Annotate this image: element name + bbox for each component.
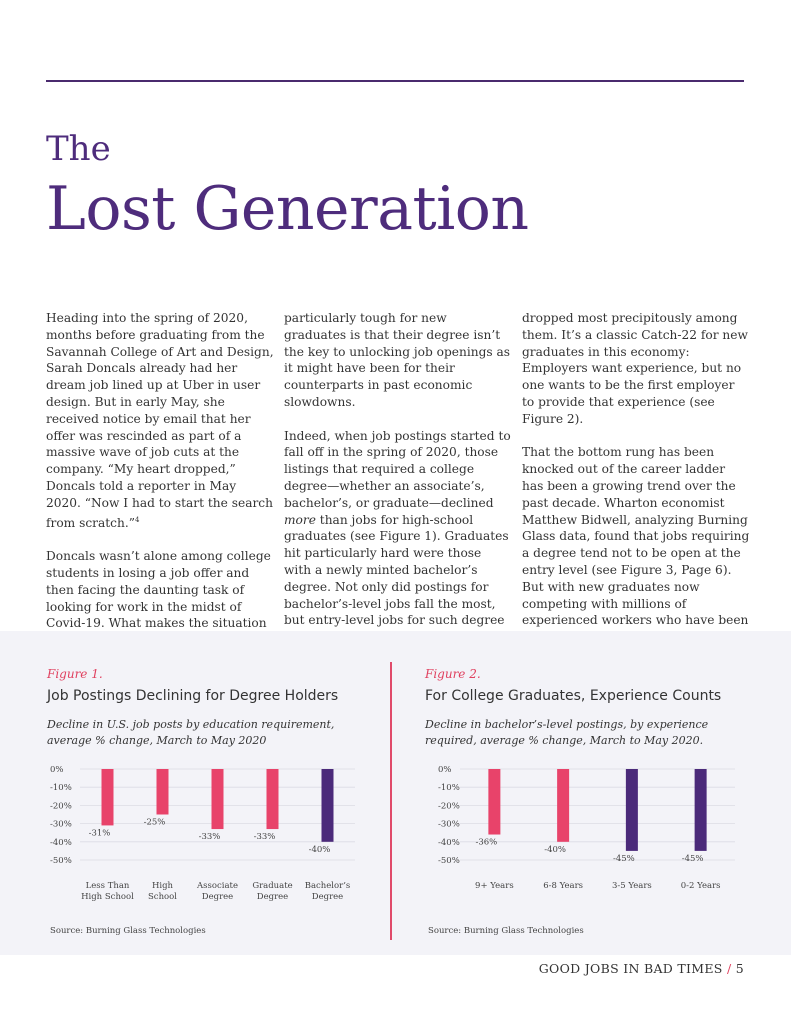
- bar: [267, 769, 279, 829]
- paragraph: Indeed, when job postings started to fall off in the spring of 2020, those listings that required a college degree—whether an associate’s, bachelor’s, or graduate—declined more than jobs for high-school graduates (see Figure 1). Graduates hit particularly hard were those with a newly minted bachelor’s degree. Not only did postings for bachelor’s-level jobs fall the most, but entry-level jobs for such degree: [284, 428, 511, 628]
- bar: [157, 769, 169, 815]
- y-tick-label: -50%: [438, 856, 460, 866]
- x-tick-label: High: [151, 881, 174, 891]
- y-tick-label: 0%: [438, 765, 452, 775]
- y-tick-label: -20%: [50, 801, 72, 812]
- y-tick-label: -40%: [438, 837, 460, 848]
- data-label: -31%: [88, 828, 111, 839]
- data-label: -25%: [143, 817, 166, 828]
- x-tick-label: Associate: [197, 881, 238, 891]
- figure-2-label: Figure 2.: [425, 667, 481, 681]
- x-tick-label: Degree: [201, 892, 234, 902]
- bar: [488, 769, 500, 835]
- bar: [212, 769, 224, 829]
- paragraph: That the bottom rung has been knocked out of the career ladder has been a growing trend over the past decade. Wharton economist Matthew Bidwell, analyzing Burning Glass data, found that jobs requiring a degree tend not to be open at the entry level (see Figure 3, Page 6). But with new graduates now competing with millions of experienced workers who have been: [522, 445, 750, 628]
- bar: [322, 769, 334, 842]
- figure-1-chart: [40, 756, 360, 906]
- y-tick-label: -40%: [50, 837, 72, 848]
- x-tick-label: Degree: [256, 892, 289, 902]
- x-tick-label: High School: [81, 892, 134, 902]
- data-label: -33%: [253, 832, 276, 843]
- data-label: -45%: [681, 853, 704, 864]
- y-tick-label: -50%: [50, 856, 72, 866]
- x-tick-label: 6-8 Years: [543, 881, 584, 891]
- bar: [695, 769, 707, 851]
- figure-1-source: Source: Burning Glass Technologies: [50, 926, 206, 936]
- y-tick-label: 0%: [50, 765, 64, 775]
- header-rule: [46, 80, 744, 82]
- data-label: -40%: [308, 844, 331, 855]
- figure-2-chart: [420, 756, 740, 906]
- figure-1-subtitle: Decline in U.S. job posts by education requirement, average % change, March to May 2020: [47, 718, 335, 747]
- y-tick-label: -10%: [438, 783, 460, 794]
- paragraph: dropped most precipitously among them. It’s a classic Catch-22 for new graduates in this economy: Employers want experience, but no one wants to be the first employer to provide that experience (see Figure 2).: [522, 311, 748, 426]
- x-tick-label: Graduate: [252, 881, 293, 891]
- y-tick-label: -30%: [438, 819, 460, 830]
- article-column-1: [46, 310, 274, 632]
- data-label: -45%: [612, 853, 635, 864]
- paragraph: Doncals wasn’t alone among college students in losing a job offer and then facing the daunting task of looking for work in the midst of Covid-19. What makes the situation: [46, 549, 271, 631]
- footer-slash: /: [726, 961, 732, 976]
- article-column-3: [522, 310, 750, 646]
- figure-2-title: For College Graduates, Experience Counts: [425, 688, 722, 704]
- page-number: 5: [735, 961, 744, 976]
- paragraph: Heading into the spring of 2020, months before graduating from the Savannah College of Art and Design, Sarah Doncals already had her dream job lined up at Uber in user design. But in early May, she received notice by email that her offer was rescinded as part of a massive wave of job cuts at the company. “My heart dropped,” Doncals told a reporter in May 2020. “Now I had to start the search from scratch.”$^4$: [46, 311, 274, 530]
- page-footer: [539, 961, 744, 976]
- data-label: -36%: [475, 837, 498, 848]
- y-tick-label: -10%: [50, 783, 72, 794]
- figures-divider: [390, 662, 392, 940]
- bar: [626, 769, 638, 851]
- figure-1-label: Figure 1.: [47, 667, 103, 681]
- figure-2-subtitle: Decline in bachelor’s-level postings, by experience required, average % change, March to May 2020.: [425, 718, 709, 747]
- data-label: -40%: [544, 844, 567, 855]
- figure-2-source: Source: Burning Glass Technologies: [428, 926, 584, 936]
- x-tick-label: 3-5 Years: [611, 881, 652, 891]
- paragraph: particularly tough for new graduates is that their degree isn’t the key to unlocking job openings as it might have been for their counterparts in past economic slowdowns.: [284, 311, 511, 409]
- bar: [557, 769, 569, 842]
- footnote-ref[interactable]: 4: [134, 515, 140, 524]
- x-tick-label: 0-2 Years: [680, 881, 721, 891]
- y-tick-label: -20%: [438, 801, 460, 812]
- running-title: GOOD JOBS IN BAD TIMES: [538, 961, 723, 976]
- title-line-1: The: [46, 129, 111, 169]
- x-tick-label: Degree: [311, 892, 344, 902]
- page-title: Lost Generation: [46, 174, 529, 244]
- x-tick-label: Bachelor’s: [304, 881, 351, 891]
- bar: [102, 769, 114, 825]
- x-tick-label: School: [147, 892, 178, 902]
- x-tick-label: Less Than: [85, 881, 130, 891]
- x-tick-label: 9+ Years: [475, 881, 514, 891]
- y-tick-label: -30%: [50, 819, 72, 830]
- figure-1-title: Job Postings Declining for Degree Holders: [47, 688, 339, 704]
- data-label: -33%: [198, 832, 221, 843]
- article-column-2: [284, 310, 512, 646]
